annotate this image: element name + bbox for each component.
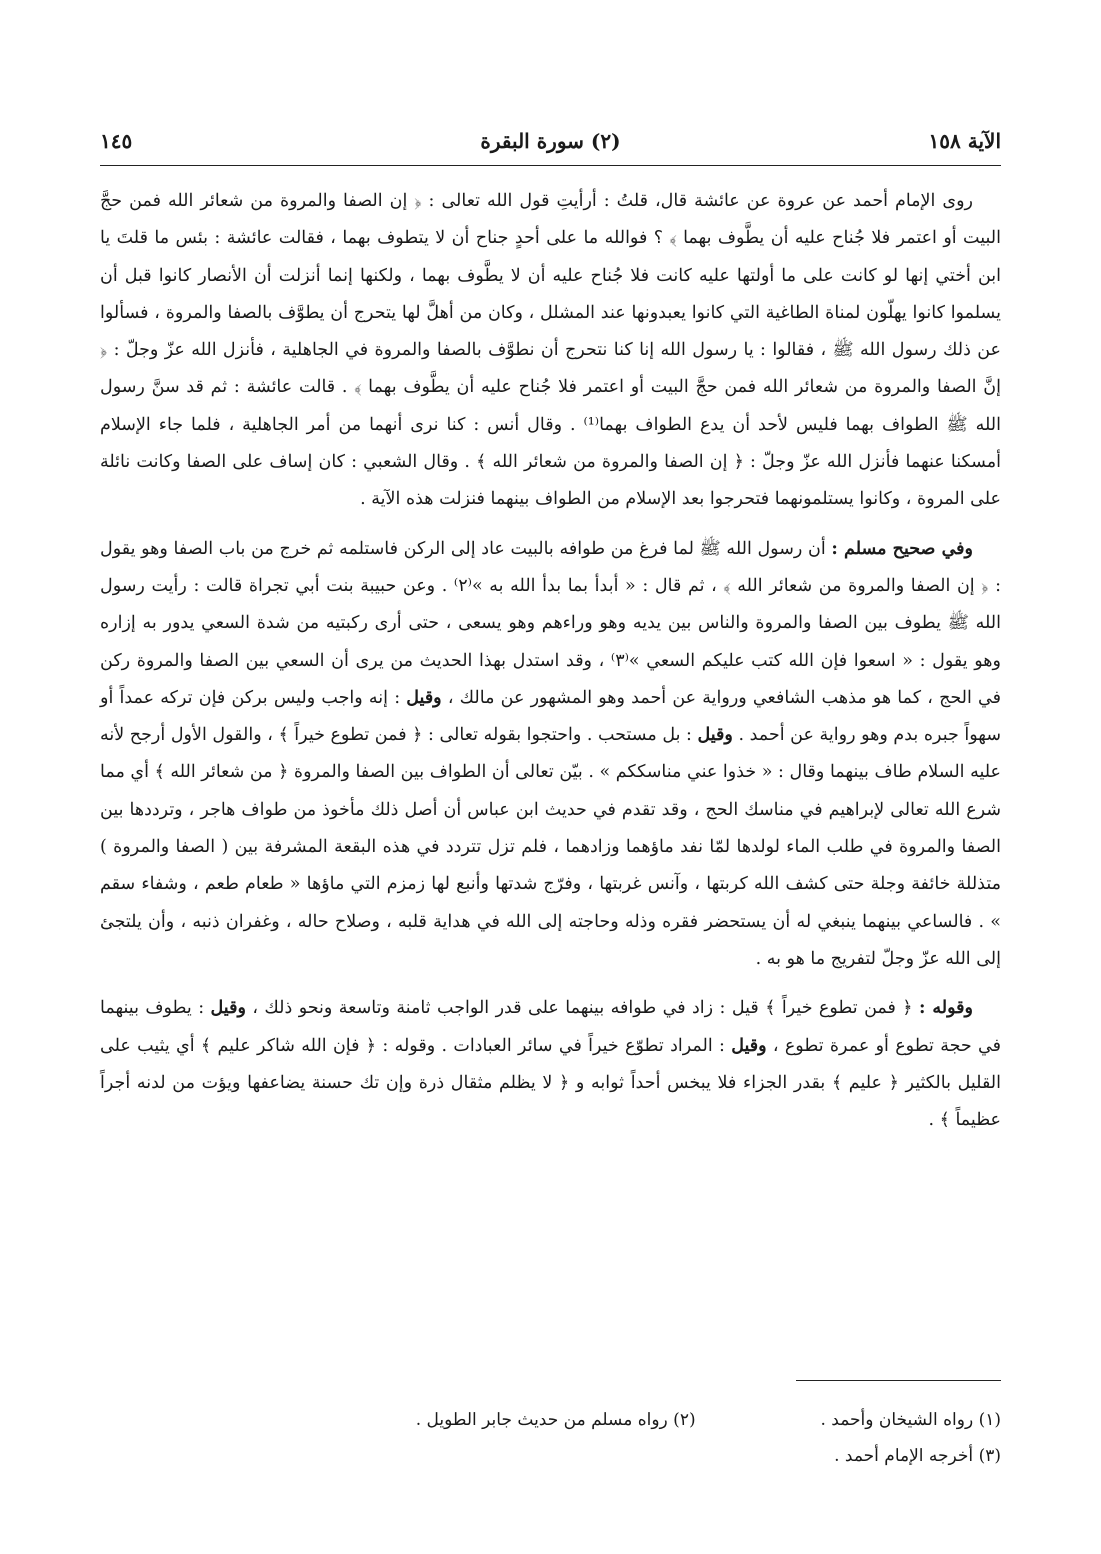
footnote-row bbox=[100, 1402, 1001, 1438]
footnote-1 bbox=[701, 1402, 1001, 1438]
paragraph-text: ﴿ فمن تطوع خيراً ﴾ قيل : زاد في طوافه بينهما على قدر الواجب ثامنة وتاسعة ونحو ذلك ، bbox=[245, 998, 919, 1019]
bold-keyword: وقيل bbox=[697, 725, 733, 746]
paragraph-sahih-muslim bbox=[100, 531, 1001, 979]
footnote-text: أخرجه الإمام أحمد . bbox=[834, 1446, 974, 1466]
paragraph-text: : إنه واجب وليس بركن فإن تركه عمداً أو سهواً جبره بدم وهو رواية عن أحمد . bbox=[100, 687, 1001, 746]
footnote-2 bbox=[396, 1402, 696, 1438]
bold-keyword: وقيل bbox=[406, 687, 442, 708]
footnote-text: رواه الشيخان وأحمد . bbox=[820, 1410, 974, 1430]
verse-number: الآية ١٥٨ bbox=[928, 129, 1001, 153]
paragraph-text: : يطوف بينهما في حجة تطوع أو عمرة تطوع ، bbox=[100, 998, 1001, 1056]
footnote-3 bbox=[701, 1438, 1001, 1474]
bold-keyword: وقيل bbox=[210, 998, 246, 1019]
footnote-row bbox=[100, 1438, 1001, 1474]
footnote-number: (١) bbox=[978, 1410, 1001, 1430]
commentary-text bbox=[100, 183, 1001, 1139]
paragraph-text: : المراد تطوّع خيراً في سائر العبادات . وقوله : ﴿ فإن الله شاكر عليم ﴾ أي يثيب على القليل بالكثير ﴿ عليم ﴾ بقدر الجزاء فلا يبخس أحداً ثوابه و ﴿ لا يظلم مثقال ذرة وإن تك حسنة يضاعفها ويؤت من لدنه أجراً عظيماً ﴾ . bbox=[100, 1035, 1001, 1131]
footnotes bbox=[100, 1402, 1001, 1474]
paragraph-text: : بل مستحب . واحتجوا بقوله تعالى : ﴿ فمن تطوع خيراً ﴾ ، والقول الأول أرجح لأنه عليه السلام طاف بينهما وقال : « خذوا عني مناسككم » . بيّن تعالى أن الطواف بين الصفا والمروة ﴿ من شعائر الله ﴾ أي مما شرع الله تعالى لإبراهيم في مناسك الحج ، وقد تقدم في حديث ابن عباس أن أصل ذلك مأخوذ من طواف هاجر ، وترددها بين الصفا والمروة في طلب الماء لولدها لمّا نفد ماؤهما وزادهما ، فلم تزل تتردد في هذه البقعة المشرفة بين ( الصفا والمروة ) متذللة خائفة وجلة حتى كشف الله كربتها ، وآنس غربتها ، وفرّج شدتها وأنبع لها زمزم التي ماؤها « طعام طعم ، وشفاء سقم » . فالساعي بينهما ينبغي له أن يستحضر فقره وذله وحاجته إلى الله في هداية قلبه ، وصلاح حاله ، وغفران ذنبه ، وأن يلتجئ إلى الله عزّ وجلّ لتفريج ما هو به . bbox=[100, 725, 1001, 969]
page-number: ١٤٥ bbox=[100, 129, 133, 153]
paragraph-text: أن رسول الله ﷺ لما فرغ من طوافه بالبيت عاد إلى الركن فاستلمه ثم خرج من باب الصفا وهو يقول : ﴿ إن الصفا والمروة من شعائر الله ﴾ ، ثم قال : « أبدأ بما بدأ الله به »⁽٢⁾ . وعن حبيبة بنت أبي تجراة قالت : رأيت رسول الله ﷺ يطوف بين الصفا والمروة والناس بين يديه وهو وراءهم وهو يسعى ، حتى أرى ركبتيه من شدة السعي يدور به إزاره وهو يقول : « اسعوا فإن الله كتب عليكم السعي »⁽٣⁾ ، وقد استدل بهذا الحديث من يرى أن السعي بين الصفا والمروة ركن في الحج ، كما هو مذهب الشافعي ورواية عن أحمد وهو المشهور عن مالك ، bbox=[100, 538, 1002, 708]
running-header bbox=[100, 125, 1001, 166]
paragraph-lead: وقوله : bbox=[919, 998, 973, 1019]
paragraph-aisha-hadith bbox=[100, 183, 1001, 519]
surah-title: (٢) سورة البقرة bbox=[480, 129, 621, 153]
paragraph-his-saying bbox=[100, 990, 1001, 1139]
bold-keyword: وقيل bbox=[731, 1035, 767, 1056]
footnote-divider bbox=[796, 1380, 1001, 1381]
paragraph-text: روى الإمام أحمد عن عروة عن عائشة قال، قلتُ : أرأيتِ قول الله تعالى : ﴿ إن الصفا والمروة من شعائر الله فمن حجَّ البيت أو اعتمر فلا جُناح عليه أن يطَّوف بهما ﴾ ؟ فوالله ما على أحدٍ جناح أن لا يتطوف بهما ، فقالت عائشة : بئس ما قلتَ يا ابن أختي إنها لو كانت على ما أولتها عليه كانت فلا جُناح عليه أن لا يطَّوف بهما ، ولكنها إنما أنزلت أن الأنصار كانوا قبل أن يسلموا كانوا يهلّون لمناة الطاغية التي كانوا يعبدونها عند المشلل ، وكان من أهلَّ لها يتحرج أن يطوَّف بالصفا والمروة ، فسألوا عن ذلك رسول الله ﷺ ، فقالوا : يا رسول الله إنا كنا نتحرج أن نطوَّف بالصفا والمروة في الجاهلية ، فأنزل الله عزّ وجلّ : ﴿ إنَّ الصفا والمروة من شعائر الله فمن حجَّ البيت أو اعتمر فلا جُناح عليه أن يطَّوف بهما ﴾ . قالت عائشة : ثم قد سنَّ رسول الله ﷺ الطواف بهما فليس لأحد أن يدع الطواف بهما⁽¹⁾ . وقال أنس : كنا نرى أنهما من أمر الجاهلية ، فلما جاء الإسلام أمسكنا عنهما فأنزل الله عزّ وجلّ : ﴿ إن الصفا والمروة من شعائر الله ﴾ . وقال الشعبي : كان إساف على الصفا وكانت نائلة على المروة ، وكانوا يستلمونهما فتحرجوا بعد الإسلام من الطواف بينهما فنزلت هذه الآية . bbox=[100, 191, 1001, 510]
footnote-number: (٣) bbox=[978, 1446, 1001, 1466]
footnote-text: رواه مسلم من حديث جابر الطويل . bbox=[415, 1410, 668, 1430]
paragraph-lead: وفي صحيح مسلم : bbox=[831, 538, 973, 559]
footnote-number: (٢) bbox=[673, 1410, 696, 1430]
